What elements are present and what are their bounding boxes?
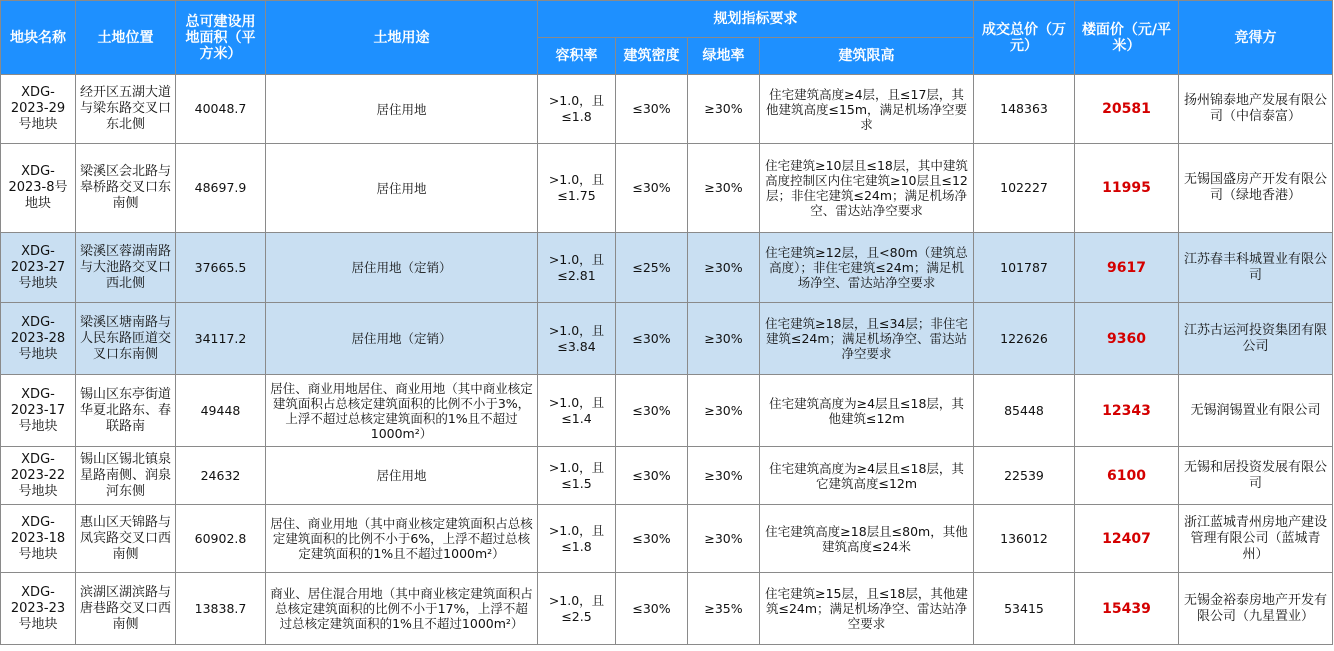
- cell-total-price: 22539: [974, 447, 1075, 505]
- cell-usage: 居住用地: [266, 75, 538, 144]
- table-row: [1, 447, 1333, 505]
- cell-winner: 无锡润锡置业有限公司: [1179, 375, 1333, 447]
- header-block-name: 地块名称: [1, 1, 76, 75]
- cell-total-price: 85448: [974, 375, 1075, 447]
- cell-density: ≤30%: [616, 447, 688, 505]
- cell-density: ≤25%: [616, 233, 688, 303]
- cell-floor-price: 9360: [1075, 303, 1179, 375]
- cell-winner: 浙江蓝城青州房地产建设管理有限公司（蓝城青州）: [1179, 505, 1333, 573]
- cell-usage: 商业、居住混合用地（其中商业核定建筑面积占总核定建筑面积的比例不小于17%，上浮不超过总核定建筑面积的1%且不超过1000m²）: [266, 573, 538, 645]
- cell-usage: 居住、商业用地居住、商业用地（其中商业核定建筑面积占总核定建筑面积的比例不小于3%，上浮不超过总核定建筑面积的1%且不超过1000m²）: [266, 375, 538, 447]
- cell-far: >1.0，且≤1.4: [538, 375, 616, 447]
- cell-green: ≥30%: [688, 375, 760, 447]
- cell-floor-price: 12407: [1075, 505, 1179, 573]
- cell-area: 13838.7: [176, 573, 266, 645]
- cell-total-price: 53415: [974, 573, 1075, 645]
- cell-total-price: 148363: [974, 75, 1075, 144]
- cell-area: 60902.8: [176, 505, 266, 573]
- table-row: [1, 303, 1333, 375]
- cell-block-name: XDG-2023-18号地块: [1, 505, 76, 573]
- cell-density: ≤30%: [616, 144, 688, 233]
- cell-block-name: XDG-2023-23号地块: [1, 573, 76, 645]
- cell-floor-price: 9617: [1075, 233, 1179, 303]
- cell-green: ≥35%: [688, 573, 760, 645]
- cell-location: 经开区五湖大道与梁东路交叉口东北侧: [76, 75, 176, 144]
- cell-usage: 居住用地: [266, 144, 538, 233]
- table-row: [1, 375, 1333, 447]
- cell-usage: 居住用地（定销）: [266, 303, 538, 375]
- cell-location: 锡山区锡北镇泉星路南侧、润泉河东侧: [76, 447, 176, 505]
- cell-density: ≤30%: [616, 573, 688, 645]
- cell-location: 梁溪区会北路与皋桥路交叉口东南侧: [76, 144, 176, 233]
- cell-density: ≤30%: [616, 375, 688, 447]
- table-row: [1, 144, 1333, 233]
- cell-floor-price: 11995: [1075, 144, 1179, 233]
- cell-total-price: 122626: [974, 303, 1075, 375]
- table-row: [1, 75, 1333, 144]
- header-far: 容积率: [538, 38, 616, 75]
- cell-green: ≥30%: [688, 233, 760, 303]
- cell-density: ≤30%: [616, 303, 688, 375]
- cell-block-name: XDG-2023-27号地块: [1, 233, 76, 303]
- table-row: [1, 233, 1333, 303]
- cell-total-price: 102227: [974, 144, 1075, 233]
- cell-floor-price: 15439: [1075, 573, 1179, 645]
- cell-block-name: XDG-2023-28号地块: [1, 303, 76, 375]
- cell-far: >1.0，且≤2.81: [538, 233, 616, 303]
- cell-far: >1.0，且≤1.5: [538, 447, 616, 505]
- cell-location: 锡山区东亭街道华夏北路东、春联路南: [76, 375, 176, 447]
- cell-usage: 居住、商业用地（其中商业核定建筑面积占总核定建筑面积的比例不小于6%，上浮不超过总核定建筑面积的1%且不超过1000m²）: [266, 505, 538, 573]
- cell-floor-price: 20581: [1075, 75, 1179, 144]
- cell-height-limit: 住宅建筑≥15层，且≤18层，其他建筑≤24m；满足机场净空、雷达站净空要求: [760, 573, 974, 645]
- cell-height-limit: 住宅建筑≥12层，且<80m（建筑总高度）；非住宅建筑≤24m；满足机场净空、雷达站净空要求: [760, 233, 974, 303]
- table-row: [1, 573, 1333, 645]
- cell-location: 梁溪区塘南路与人民东路匝道交叉口东南侧: [76, 303, 176, 375]
- cell-total-price: 136012: [974, 505, 1075, 573]
- header-green: 绿地率: [688, 38, 760, 75]
- cell-far: >1.0，且≤1.75: [538, 144, 616, 233]
- header-location: 土地位置: [76, 1, 176, 75]
- cell-green: ≥30%: [688, 447, 760, 505]
- cell-density: ≤30%: [616, 75, 688, 144]
- cell-block-name: XDG-2023-17号地块: [1, 375, 76, 447]
- cell-total-price: 101787: [974, 233, 1075, 303]
- cell-area: 37665.5: [176, 233, 266, 303]
- cell-location: 梁溪区蓉湖南路与大池路交叉口西北侧: [76, 233, 176, 303]
- cell-winner: 扬州锦泰地产发展有限公司（中信泰富）: [1179, 75, 1333, 144]
- cell-block-name: XDG-2023-8号地块: [1, 144, 76, 233]
- cell-location: 滨湖区湖滨路与唐巷路交叉口西南侧: [76, 573, 176, 645]
- header-area: 总可建设用地面积（平方米）: [176, 1, 266, 75]
- cell-area: 34117.2: [176, 303, 266, 375]
- header-winner: 竞得方: [1179, 1, 1333, 75]
- cell-winner: 江苏古运河投资集团有限公司: [1179, 303, 1333, 375]
- cell-green: ≥30%: [688, 75, 760, 144]
- cell-height-limit: 住宅建筑≥10层且≤18层，其中建筑高度控制区内住宅建筑≥10层且≤12层；非住宅建筑≤24m；满足机场净空、雷达站净空要求: [760, 144, 974, 233]
- cell-far: >1.0，且≤2.5: [538, 573, 616, 645]
- cell-area: 24632: [176, 447, 266, 505]
- cell-floor-price: 6100: [1075, 447, 1179, 505]
- cell-area: 49448: [176, 375, 266, 447]
- cell-winner: 无锡金裕泰房地产开发有限公司（九星置业）: [1179, 573, 1333, 645]
- table-row: [1, 505, 1333, 573]
- cell-winner: 无锡国盛房产开发有限公司（绿地香港）: [1179, 144, 1333, 233]
- header-planning: 规划指标要求: [538, 1, 974, 38]
- table-body: [1, 75, 1333, 645]
- cell-area: 40048.7: [176, 75, 266, 144]
- cell-usage: 居住用地: [266, 447, 538, 505]
- cell-far: >1.0，且≤1.8: [538, 505, 616, 573]
- header-total-price: 成交总价（万元）: [974, 1, 1075, 75]
- header-height-limit: 建筑限高: [760, 38, 974, 75]
- cell-height-limit: 住宅建筑高度为≥4层且≤18层，其它建筑高度≤12m: [760, 447, 974, 505]
- header-floor-price: 楼面价（元/平米）: [1075, 1, 1179, 75]
- cell-winner: 江苏春丰科城置业有限公司: [1179, 233, 1333, 303]
- cell-height-limit: 住宅建筑≥18层，且≤34层；非住宅建筑≤24m；满足机场净空、雷达站净空要求: [760, 303, 974, 375]
- cell-area: 48697.9: [176, 144, 266, 233]
- cell-height-limit: 住宅建筑高度≥18层且≤80m，其他建筑高度≤24米: [760, 505, 974, 573]
- cell-far: >1.0，且≤1.8: [538, 75, 616, 144]
- cell-height-limit: 住宅建筑高度≥4层，且≤17层，其他建筑高度≤15m，满足机场净空要求: [760, 75, 974, 144]
- header-density: 建筑密度: [616, 38, 688, 75]
- cell-block-name: XDG-2023-22号地块: [1, 447, 76, 505]
- cell-block-name: XDG-2023-29号地块: [1, 75, 76, 144]
- cell-location: 惠山区天锦路与凤宾路交叉口西南侧: [76, 505, 176, 573]
- cell-density: ≤30%: [616, 505, 688, 573]
- cell-height-limit: 住宅建筑高度为≥4层且≤18层，其他建筑≤12m: [760, 375, 974, 447]
- header-usage: 土地用途: [266, 1, 538, 75]
- cell-winner: 无锡和居投资发展有限公司: [1179, 447, 1333, 505]
- cell-far: >1.0，且≤3.84: [538, 303, 616, 375]
- cell-usage: 居住用地（定销）: [266, 233, 538, 303]
- cell-floor-price: 12343: [1075, 375, 1179, 447]
- cell-green: ≥30%: [688, 303, 760, 375]
- cell-green: ≥30%: [688, 505, 760, 573]
- cell-green: ≥30%: [688, 144, 760, 233]
